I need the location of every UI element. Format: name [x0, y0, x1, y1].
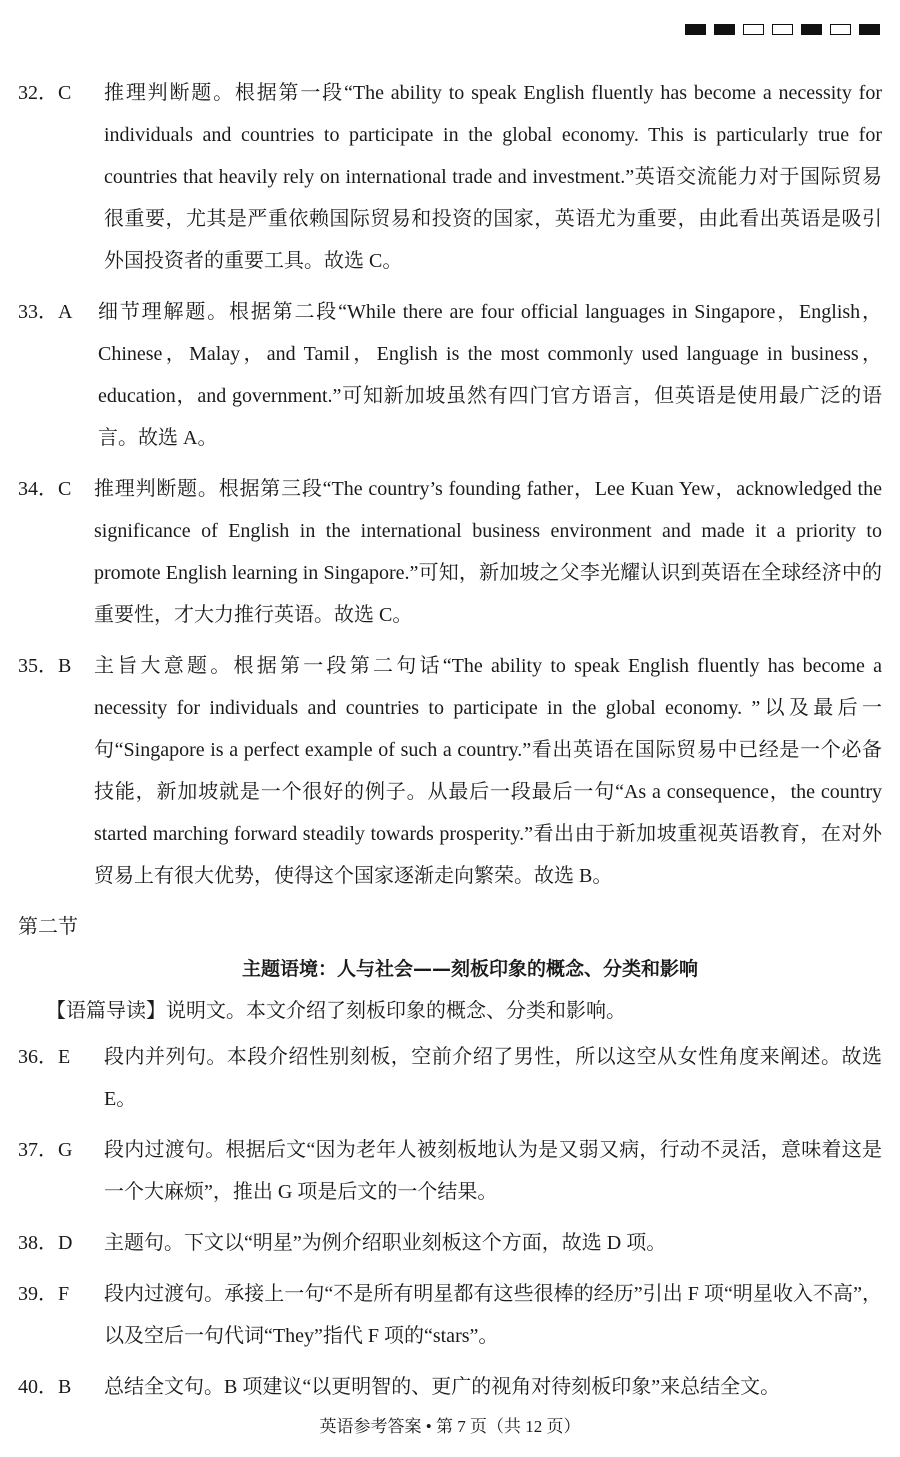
answer-number: 37．G: [18, 1139, 73, 1161]
answer-explanation: 主旨大意题。根据第一段第二句话“The ability to speak English fluently has become a necessity for individuals and countries to participate in the global economy. ”以及最后一句“Singapore is a perfect example of such a country.”看出英语在国际贸易中已经是一个必备技能，新加坡就是一个很好的例子。从最后一段最后一句“As a consequence，the country started marching forward steadily towards prosperity.”看出由于新加坡重视英语教育，在对外贸易上有很大优势，使得这个国家逐渐走向繁荣。故选 B。: [94, 655, 882, 887]
answer-item: [18, 72, 882, 282]
answer-item: [18, 291, 882, 459]
answer-number: 36．E: [18, 1046, 71, 1068]
header-mark: [830, 24, 851, 35]
answer-explanation: 推理判断题。根据第三段“The country’s founding father，Lee Kuan Yew，acknowledged the significance of English in the international business environment and made it a priority to promote English learning in Singapore.”可知，新加坡之父李光耀认识到英语在全球经济中的重要性，才大力推行英语。故选 C。: [94, 478, 882, 626]
page-content: [18, 72, 882, 1417]
answer-explanation: 总结全文句。B 项建议“以更明智的、更广的视角对待刻板印象”来总结全文。: [104, 1376, 781, 1398]
answer-item: [18, 1366, 882, 1408]
section-label: 第二节: [18, 916, 78, 938]
answer-number: 33．A: [18, 301, 73, 323]
answer-explanation: 推理判断题。根据第一段“The ability to speak English fluently has become a necessity for individuals and countries to participate in the global economy. This is particularly true for countries that heavily rely on international trade and investment.”英语交流能力对于国际贸易很重要，尤其是严重依赖国际贸易和投资的国家，英语尤为重要，由此看出英语是吸引外国投资者的重要工具。故选 C。: [104, 82, 882, 272]
answer-number: 39．F: [18, 1283, 70, 1305]
answer-item: [18, 1036, 882, 1120]
answer-explanation: 段内并列句。本段介绍性别刻板，空前介绍了男性，所以这空从女性角度来阐述。故选 E。: [104, 1046, 882, 1110]
answer-item: [18, 1273, 882, 1357]
answer-number: 40．B: [18, 1376, 72, 1398]
header-mark: [743, 24, 764, 35]
answer-number: 34．C: [18, 478, 72, 500]
answer-number: 32．C: [18, 82, 72, 104]
page-footer: 英语参考答案 • 第 7 页（共 12 页）: [319, 1417, 581, 1436]
answer-item: [18, 645, 882, 897]
header-mark: [772, 24, 793, 35]
answer-number: 38．D: [18, 1232, 73, 1254]
answer-item: [18, 1222, 882, 1264]
header-marks: [685, 24, 880, 35]
answer-item: [18, 468, 882, 636]
answer-number: 35．B: [18, 655, 72, 677]
answer-explanation: 段内过渡句。承接上一句“不是所有明星都有这些很棒的经历”引出 F 项“明星收入不高”，以及空后一句代词“They”指代 F 项的“stars”。: [104, 1283, 882, 1347]
answer-explanation: 段内过渡句。根据后文“因为老年人被刻板地认为是又弱又病，行动不灵活，意味着这是一个大麻烦”，推出 G 项是后文的一个结果。: [104, 1139, 882, 1203]
answer-item: [18, 1129, 882, 1213]
answer-explanation: 细节理解题。根据第二段“While there are four official languages in Singapore，English，Chinese，Malay，and Tamil，English is the most commonly used language in business，education，and government.”可知新加坡虽然有四门官方语言，但英语是使用最广泛的语言。故选 A。: [98, 301, 882, 449]
passage-guide: 【语篇导读】说明文。本文介绍了刻板印象的概念、分类和影响。: [46, 1000, 626, 1022]
header-mark: [685, 24, 706, 35]
section-theme: 主题语境：人与社会——刻板印象的概念、分类和影响: [241, 958, 698, 980]
header-mark: [859, 24, 880, 35]
header-mark: [801, 24, 822, 35]
answer-explanation: 主题句。下文以“明星”为例介绍职业刻板这个方面，故选 D 项。: [104, 1232, 667, 1254]
header-mark: [714, 24, 735, 35]
